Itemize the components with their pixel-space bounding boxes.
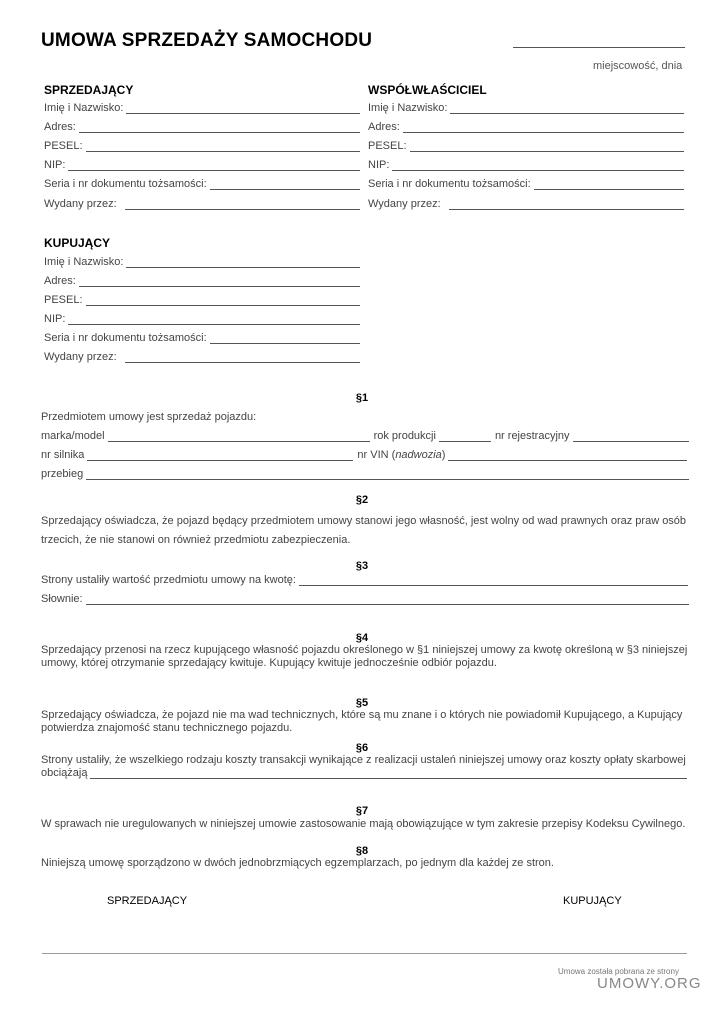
footer-note: Umowa została pobrana ze strony xyxy=(558,967,679,976)
buyer-pesel-field[interactable] xyxy=(44,294,360,306)
section-5-mark: §5 xyxy=(355,697,369,709)
section-6-mark: §6 xyxy=(355,742,369,754)
seller-id-doc-field[interactable] xyxy=(44,178,360,190)
buyer-id-doc-field[interactable] xyxy=(44,332,360,344)
s1-intro: Przedmiotem umowy jest sprzedaż pojazdu: xyxy=(41,411,257,423)
document-title: UMOWA SPRZEDAŻY SAMOCHODU xyxy=(41,30,373,51)
seller-nip-label: NIP: xyxy=(44,159,66,171)
buyer-id-doc-label: Seria i nr dokumentu tożsamości: xyxy=(44,332,207,344)
buyer-name-field[interactable] xyxy=(44,256,360,268)
buyer-address-label: Adres: xyxy=(44,275,76,287)
vin-italic: nadwozia xyxy=(395,449,442,461)
seller-issued-by-label: Wydany przez: xyxy=(44,198,117,210)
s7-text: W sprawach nie uregulowanych w niniejszej umowie zastosowanie mają obowiązujące w tym zakresie przepisy Kodeksu Cywilnego. xyxy=(41,818,686,830)
place-date-label: miejscowość, dnia xyxy=(593,60,683,72)
buyer-address-field[interactable] xyxy=(44,275,360,287)
s5-line-1: Sprzedający oświadcza, że pojazd nie ma wad technicznych, które są mu znane i o których nie powiadomił Kupującego, a Kupujący xyxy=(41,709,683,721)
coowner-heading: WSPÓŁWŁAŚCICIEL xyxy=(368,83,487,97)
coowner-pesel-label: PESEL: xyxy=(368,140,407,152)
registration-label: nr rejestracyjny xyxy=(494,430,570,442)
seller-address-field[interactable] xyxy=(44,121,360,133)
mileage-label: przebieg xyxy=(41,468,84,480)
seller-address-label: Adres: xyxy=(44,121,76,133)
buyer-nip-field[interactable] xyxy=(44,313,360,325)
coowner-address-label: Adres: xyxy=(368,121,400,133)
section-2-mark: §2 xyxy=(355,494,369,506)
engine-label: nr silnika xyxy=(41,449,85,461)
place-date-line[interactable] xyxy=(513,47,685,48)
seller-nip-field[interactable] xyxy=(44,159,360,171)
umowy-logo[interactable]: UMOWY.ORG xyxy=(597,975,702,992)
make-model-line[interactable] xyxy=(108,432,370,442)
s1-vehicle-row xyxy=(41,430,689,442)
registration-line[interactable] xyxy=(573,432,689,442)
section-7-mark: §7 xyxy=(355,805,369,817)
coowner-nip-field[interactable] xyxy=(368,159,684,171)
make-model-label: marka/model xyxy=(41,430,105,442)
s4-line-1: Sprzedający przenosi na rzecz kupującego własność pojazdu określonego w §1 niniejszej umowy za kwotę określoną w §3 niniejszej xyxy=(41,644,688,656)
s2-line-1: Sprzedający oświadcza, że pojazd będący przedmiotem umowy stanowi jego własność, jest wolny od wad prawnych oraz praw osób xyxy=(41,515,687,527)
buyer-issued-by-field[interactable] xyxy=(44,351,360,363)
buyer-heading: KUPUJĄCY xyxy=(44,236,111,250)
s2-line-2: trzecich, że nie stanowi on również przedmiotu zabezpieczenia. xyxy=(41,534,351,546)
buyer-name-label: Imię i Nazwisko: xyxy=(44,256,124,268)
buyer-pesel-label: PESEL: xyxy=(44,294,83,306)
s6-line-2-field[interactable] xyxy=(41,767,687,779)
engine-line[interactable] xyxy=(87,451,353,461)
s5-line-2: potwierdza znajomość stanu technicznego pojazdu. xyxy=(41,722,293,734)
coowner-name-field[interactable] xyxy=(368,102,684,114)
seller-id-doc-label: Seria i nr dokumentu tożsamości: xyxy=(44,178,207,190)
coowner-issued-by-label: Wydany przez: xyxy=(368,198,441,210)
seller-pesel-field[interactable] xyxy=(44,140,360,152)
coowner-issued-by-field[interactable] xyxy=(368,198,684,210)
in-words-field[interactable] xyxy=(41,593,689,605)
s6-line-1: Strony ustaliły, że wszelkiego rodzaju koszty transakcji wynikające z realizacji ustaleń niniejszej umowy oraz koszty opłaty skarbowej xyxy=(41,754,686,766)
coowner-name-label: Imię i Nazwisko: xyxy=(368,102,448,114)
coowner-id-doc-field[interactable] xyxy=(368,178,684,190)
buyer-nip-label: NIP: xyxy=(44,313,66,325)
s1-engine-row xyxy=(41,449,687,461)
seller-signature-label: SPRZEDAJĄCY xyxy=(107,895,188,907)
seller-issued-by-field[interactable] xyxy=(44,198,360,210)
s6-line-2: obciążają xyxy=(41,767,88,779)
seller-pesel-label: PESEL: xyxy=(44,140,83,152)
section-3-mark: §3 xyxy=(355,560,369,572)
footer-divider xyxy=(42,953,687,954)
seller-name-label: Imię i Nazwisko: xyxy=(44,102,124,114)
vin-line[interactable] xyxy=(448,451,687,461)
price-field[interactable] xyxy=(41,574,688,586)
section-8-mark: §8 xyxy=(355,845,369,857)
buyer-signature-label: KUPUJĄCY xyxy=(563,895,622,907)
section-4-mark: §4 xyxy=(355,632,369,644)
section-1-mark: §1 xyxy=(355,392,369,404)
mileage-field[interactable] xyxy=(41,468,689,480)
s8-text: Niniejszą umowę sporządzono w dwóch jednobrzmiących egzemplarzach, po jednym dla każdej ze stron. xyxy=(41,857,554,869)
coowner-nip-label: NIP: xyxy=(368,159,390,171)
coowner-id-doc-label: Seria i nr dokumentu tożsamości: xyxy=(368,178,531,190)
vin-close: ) xyxy=(441,449,446,461)
seller-heading: SPRZEDAJĄCY xyxy=(44,83,134,97)
in-words-label: Słownie: xyxy=(41,593,83,605)
seller-name-field[interactable] xyxy=(44,102,360,114)
year-label: rok produkcji xyxy=(373,430,436,442)
buyer-issued-by-label: Wydany przez: xyxy=(44,351,117,363)
vin-label: nr VIN ( xyxy=(357,449,396,461)
coowner-address-field[interactable] xyxy=(368,121,684,133)
coowner-pesel-field[interactable] xyxy=(368,140,684,152)
year-line[interactable] xyxy=(439,432,491,442)
price-label: Strony ustaliły wartość przedmiotu umowy na kwotę: xyxy=(41,574,296,586)
s4-line-2: umowy, której otrzymanie sprzedający kwituje. Kupujący kwituje jednocześnie odbiór pojazdu. xyxy=(41,657,497,669)
